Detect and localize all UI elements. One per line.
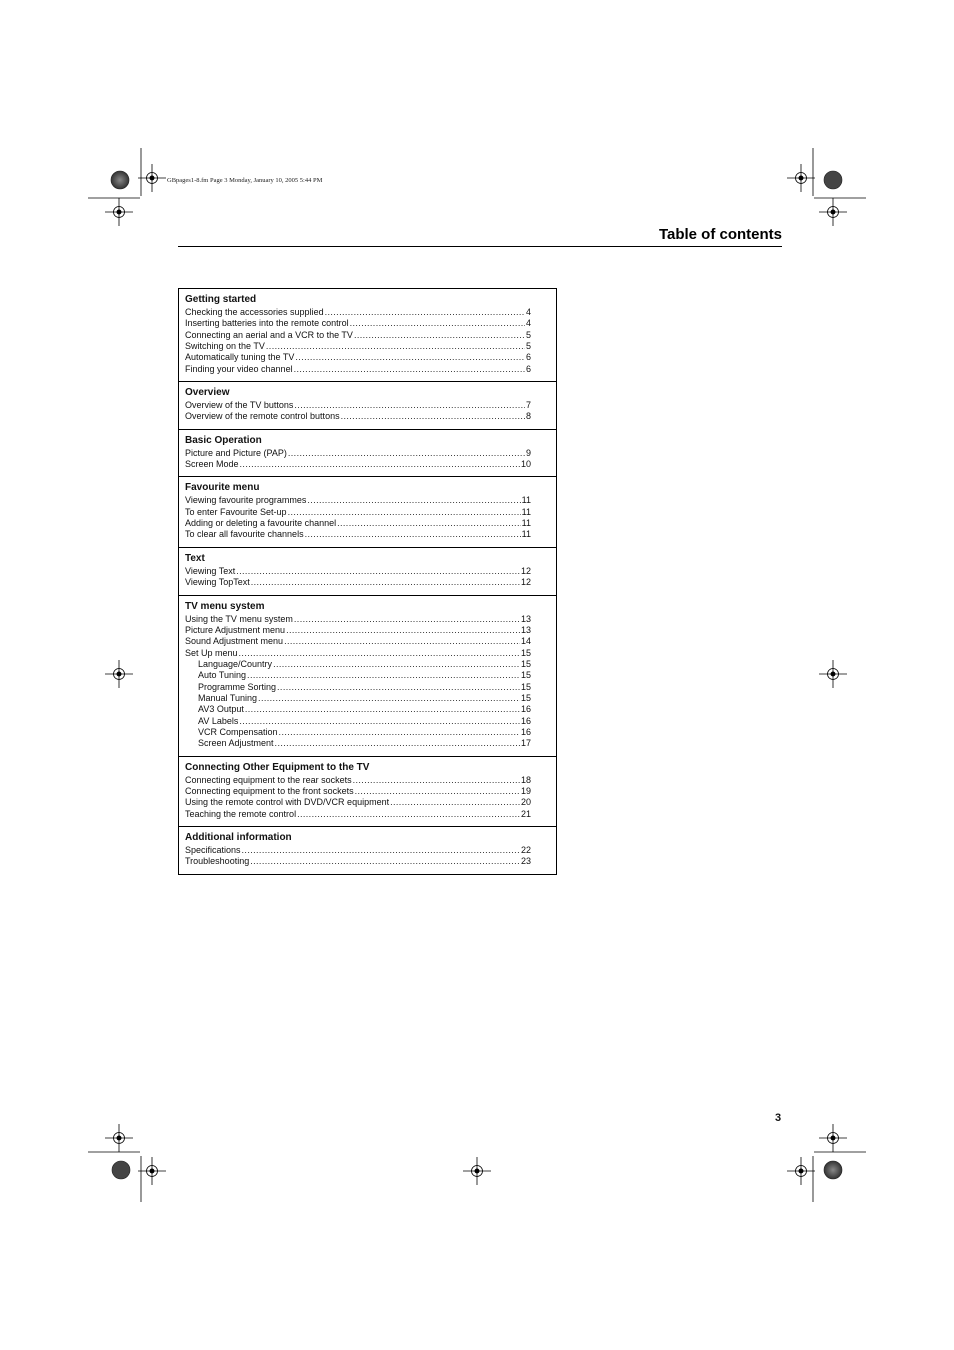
entry-page-number: 4 bbox=[525, 307, 531, 317]
toc-entry bbox=[185, 364, 531, 375]
toc-entry bbox=[185, 716, 531, 727]
entry-label: Troubleshooting bbox=[185, 856, 250, 867]
toc-entry bbox=[185, 411, 531, 422]
section-title: Overview bbox=[185, 387, 230, 399]
dot-leader bbox=[258, 693, 520, 704]
dot-leader bbox=[247, 670, 520, 681]
toc-section bbox=[179, 756, 556, 826]
toc-entry bbox=[185, 636, 531, 647]
entry-label: Inserting batteries into the remote control bbox=[185, 318, 349, 329]
dot-leader bbox=[353, 775, 520, 786]
toc-section bbox=[179, 429, 556, 477]
entry-label: Finding your video channel bbox=[185, 363, 293, 374]
entry-label: Programme Sorting bbox=[198, 681, 277, 692]
toc-entry bbox=[185, 400, 531, 411]
entry-page-number: 11 bbox=[521, 506, 531, 517]
toc-entry bbox=[185, 577, 531, 588]
toc-entry bbox=[185, 459, 531, 470]
entry-label: Language/Country bbox=[198, 658, 273, 669]
toc-entry bbox=[185, 775, 531, 786]
entry-label: Picture and Picture (PAP) bbox=[185, 447, 287, 458]
toc-entry bbox=[185, 738, 531, 749]
dot-leader bbox=[305, 529, 521, 540]
toc-section bbox=[179, 381, 556, 429]
section-title: Text bbox=[185, 552, 205, 564]
toc-entry bbox=[185, 352, 531, 363]
dot-leader bbox=[277, 682, 520, 693]
dot-leader bbox=[294, 364, 525, 375]
page-title: Table of contents bbox=[658, 226, 782, 243]
dot-leader bbox=[350, 318, 525, 329]
section-title: Basic Operation bbox=[185, 434, 262, 446]
toc-entry bbox=[185, 845, 531, 856]
toc-entry bbox=[185, 529, 531, 540]
dot-leader bbox=[239, 648, 520, 659]
dot-leader bbox=[294, 400, 525, 411]
toc-entry bbox=[185, 786, 531, 797]
dot-leader bbox=[288, 507, 521, 518]
dot-leader bbox=[239, 716, 520, 727]
section-title: Favourite menu bbox=[185, 482, 260, 494]
entry-page-number: 11 bbox=[521, 529, 531, 540]
entry-label: Connecting equipment to the rear sockets bbox=[185, 774, 352, 785]
title-rule bbox=[178, 246, 782, 247]
entry-page-number: 13 bbox=[520, 624, 531, 635]
entry-page-number: 22 bbox=[520, 845, 531, 855]
dot-leader bbox=[337, 518, 521, 529]
dot-leader bbox=[245, 704, 520, 715]
entry-label: Set Up menu bbox=[185, 647, 238, 658]
entry-page-number: 21 bbox=[520, 808, 531, 819]
toc-entry bbox=[185, 330, 531, 341]
entry-page-number: 13 bbox=[520, 613, 531, 624]
toc-entry bbox=[185, 648, 531, 659]
toc-section bbox=[179, 289, 556, 381]
dot-leader bbox=[355, 786, 520, 797]
dot-leader bbox=[284, 636, 520, 647]
entry-page-number: 16 bbox=[520, 726, 531, 737]
entry-label: Teaching the remote control bbox=[185, 808, 297, 819]
entry-label: Auto Tuning bbox=[198, 670, 247, 681]
toc-box bbox=[178, 288, 557, 875]
entry-label: Viewing Text bbox=[185, 565, 236, 576]
toc-entry bbox=[185, 518, 531, 529]
entry-page-number: 15 bbox=[520, 658, 531, 669]
entry-label: Checking the accessories supplied bbox=[185, 307, 324, 317]
entry-label: AV3 Output bbox=[198, 704, 244, 715]
dot-leader bbox=[242, 845, 520, 856]
entry-label: Overview of the remote control buttons bbox=[185, 411, 340, 422]
entry-page-number: 6 bbox=[525, 352, 531, 363]
entry-label: Using the TV menu system bbox=[185, 613, 293, 624]
toc-entry bbox=[185, 704, 531, 715]
entry-page-number: 17 bbox=[520, 738, 531, 749]
entry-page-number: 5 bbox=[525, 341, 531, 352]
toc-entry bbox=[185, 507, 531, 518]
dot-leader bbox=[307, 495, 520, 506]
toc-entry bbox=[185, 809, 531, 820]
toc-entry bbox=[185, 670, 531, 681]
entry-label: To clear all favourite channels bbox=[185, 529, 304, 540]
entry-page-number: 4 bbox=[525, 318, 531, 329]
dot-leader bbox=[275, 738, 520, 749]
dot-leader bbox=[279, 727, 520, 738]
toc-entry bbox=[185, 625, 531, 636]
file-slug: GBpages1-8.fm Page 3 Monday, January 10, 2005 5:44 PM bbox=[167, 177, 323, 184]
entry-page-number: 7 bbox=[525, 400, 531, 411]
entry-label: Switching on the TV bbox=[185, 341, 265, 352]
entry-label: Sound Adjustment menu bbox=[185, 636, 284, 647]
section-title: Connecting Other Equipment to the TV bbox=[185, 761, 370, 773]
toc-section bbox=[179, 547, 556, 595]
entry-label: Connecting equipment to the front sockets bbox=[185, 785, 354, 796]
entry-label: Overview of the TV buttons bbox=[185, 400, 294, 411]
dot-leader bbox=[240, 459, 520, 470]
entry-label: Specifications bbox=[185, 845, 241, 855]
entry-label: Picture Adjustment menu bbox=[185, 624, 286, 635]
entry-page-number: 23 bbox=[520, 856, 531, 867]
dot-leader bbox=[236, 566, 520, 577]
entry-label: AV Labels bbox=[198, 715, 239, 726]
entry-label: Manual Tuning bbox=[198, 692, 258, 703]
toc-entry bbox=[185, 495, 531, 506]
dot-leader bbox=[294, 614, 520, 625]
entry-page-number: 16 bbox=[520, 704, 531, 715]
dot-leader bbox=[250, 856, 520, 867]
dot-leader bbox=[325, 307, 525, 318]
entry-page-number: 15 bbox=[520, 692, 531, 703]
toc-entry bbox=[185, 448, 531, 459]
entry-page-number: 12 bbox=[520, 577, 531, 588]
toc-section bbox=[179, 476, 556, 546]
entry-label: Screen Mode bbox=[185, 459, 239, 470]
toc-section bbox=[179, 595, 556, 756]
entry-page-number: 5 bbox=[525, 329, 531, 340]
entry-page-number: 12 bbox=[520, 565, 531, 576]
entry-page-number: 15 bbox=[520, 681, 531, 692]
entry-page-number: 15 bbox=[520, 647, 531, 658]
entry-page-number: 14 bbox=[520, 636, 531, 647]
section-title: Additional information bbox=[185, 832, 292, 843]
toc-entry bbox=[185, 682, 531, 693]
dot-leader bbox=[251, 577, 520, 588]
toc-entry bbox=[185, 318, 531, 329]
toc-section bbox=[179, 826, 556, 874]
dot-leader bbox=[266, 341, 525, 352]
toc-entry bbox=[185, 797, 531, 808]
toc-entry bbox=[185, 693, 531, 704]
dot-leader bbox=[354, 330, 525, 341]
entry-page-number: 18 bbox=[520, 774, 531, 785]
entry-page-number: 9 bbox=[525, 447, 531, 458]
dot-leader bbox=[295, 352, 525, 363]
toc-entry bbox=[185, 659, 531, 670]
entry-label: Adding or deleting a favourite channel bbox=[185, 518, 337, 529]
entry-label: Automatically tuning the TV bbox=[185, 352, 295, 363]
dot-leader bbox=[341, 411, 525, 422]
section-title: Getting started bbox=[185, 294, 257, 305]
entry-page-number: 11 bbox=[521, 518, 531, 529]
dot-leader bbox=[390, 797, 520, 808]
dot-leader bbox=[297, 809, 520, 820]
dot-leader bbox=[288, 448, 525, 459]
entry-page-number: 19 bbox=[520, 785, 531, 796]
toc-entry bbox=[185, 307, 531, 318]
entry-label: Viewing TopText bbox=[185, 577, 250, 588]
page-number: 3 bbox=[775, 1112, 782, 1124]
entry-page-number: 11 bbox=[521, 495, 531, 506]
dot-leader bbox=[286, 625, 520, 636]
entry-page-number: 10 bbox=[520, 459, 531, 470]
toc-entry bbox=[185, 566, 531, 577]
entry-page-number: 8 bbox=[525, 411, 531, 422]
entry-page-number: 6 bbox=[525, 363, 531, 374]
dot-leader bbox=[273, 659, 520, 670]
entry-label: To enter Favourite Set-up bbox=[185, 506, 287, 517]
toc-entry bbox=[185, 727, 531, 738]
section-title: TV menu system bbox=[185, 600, 265, 612]
entry-label: Using the remote control with DVD/VCR equipment bbox=[185, 797, 390, 808]
entry-page-number: 16 bbox=[520, 715, 531, 726]
entry-label: Connecting an aerial and a VCR to the TV bbox=[185, 329, 353, 340]
toc-entry bbox=[185, 614, 531, 625]
entry-label: Viewing favourite programmes bbox=[185, 495, 307, 506]
toc-entry bbox=[185, 341, 531, 352]
entry-page-number: 15 bbox=[520, 670, 531, 681]
toc-entry bbox=[185, 856, 531, 867]
entry-label: Screen Adjustment bbox=[198, 738, 274, 749]
entry-page-number: 20 bbox=[520, 797, 531, 808]
entry-label: VCR Compensation bbox=[198, 726, 278, 737]
